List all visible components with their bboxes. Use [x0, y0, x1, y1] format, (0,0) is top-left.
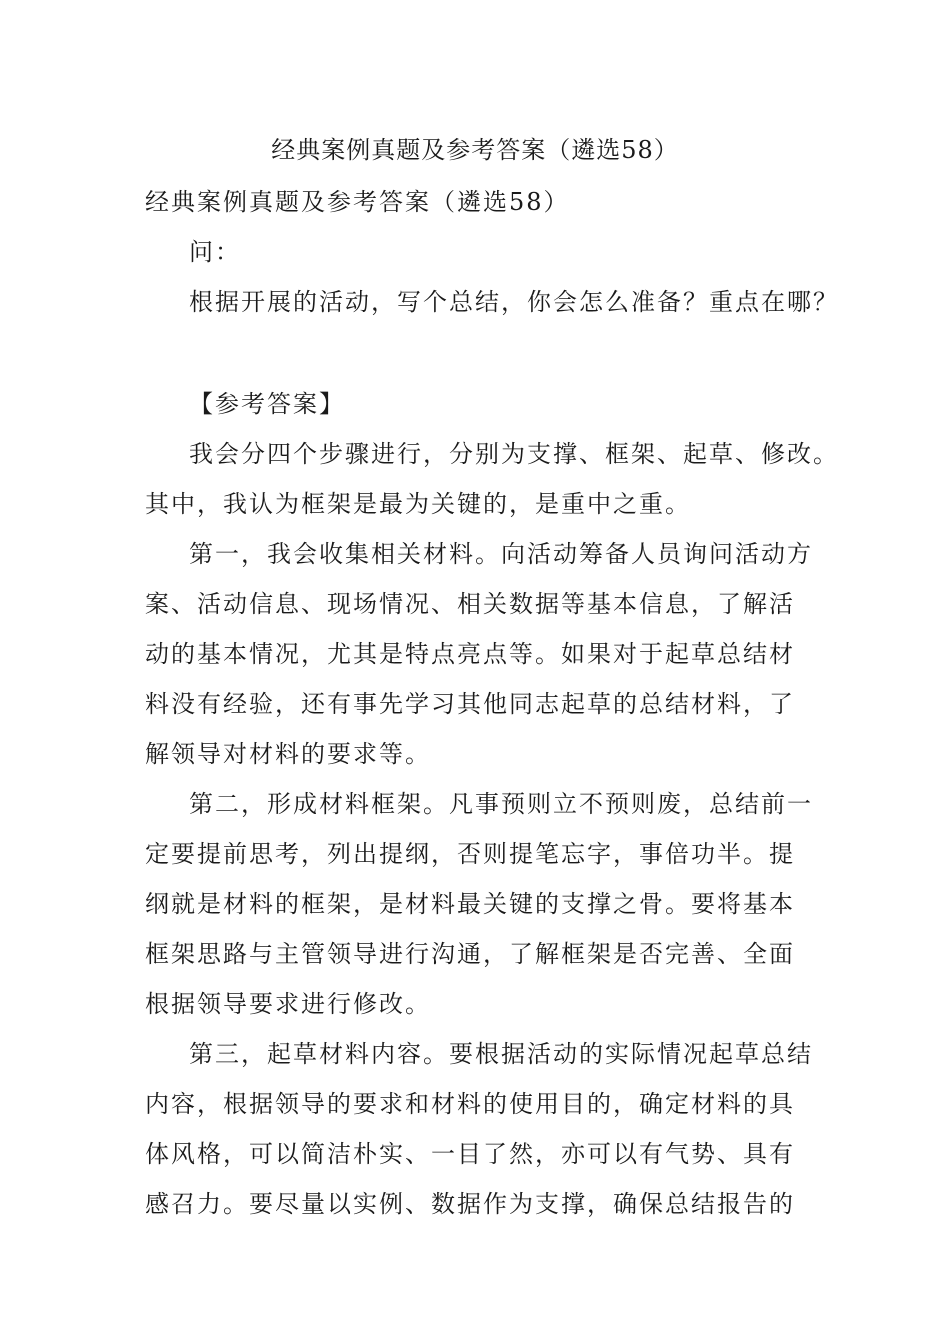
paragraph-line: 动的基本情况，尤其是特点亮点等。如果对于起草总结材 [145, 640, 795, 668]
paragraph-line: 其中，我认为框架是最为关键的，是重中之重。 [145, 490, 691, 518]
paragraph-line: 第二，形成材料框架。凡事预则立不预则废，总结前一 [189, 790, 813, 818]
question-label: 问： [189, 238, 241, 266]
paragraph-line: 案、活动信息、现场情况、相关数据等基本信息，了解活 [145, 590, 795, 618]
paragraph-line: 解领导对材料的要求等。 [145, 740, 431, 768]
document-body [145, 177, 839, 1229]
paragraph-line: 根据领导要求进行修改。 [145, 990, 431, 1018]
paragraph-line: 内容，根据领导的要求和材料的使用目的，确定材料的具 [145, 1090, 795, 1118]
document-title: 经典案例真题及参考答案（遴选58） [271, 136, 679, 164]
question-text: 根据开展的活动，写个总结，你会怎么准备？重点在哪？ [189, 288, 839, 316]
paragraph-line: 料没有经验，还有事先学习其他同志起草的总结材料，了 [145, 690, 795, 718]
paragraph-line: 第一，我会收集相关材料。向活动筹备人员询问活动方 [189, 540, 813, 568]
paragraph-line: 框架思路与主管领导进行沟通，了解框架是否完善、全面 [145, 940, 795, 968]
paragraph-line: 我会分四个步骤进行，分别为支撑、框架、起草、修改。 [189, 440, 839, 468]
paragraph-line: 体风格，可以简洁朴实、一目了然，亦可以有气势、具有 [145, 1140, 795, 1168]
document-subtitle: 经典案例真题及参考答案（遴选58） [145, 188, 570, 216]
paragraph-line: 感召力。要尽量以实例、数据作为支撑，确保总结报告的 [145, 1190, 795, 1218]
paragraph-line: 定要提前思考，列出提纲，否则提笔忘字，事倍功半。提 [145, 840, 795, 868]
paragraph-line: 纲就是材料的框架，是材料最关键的支撑之骨。要将基本 [145, 890, 795, 918]
answer-header: 【参考答案】 [189, 390, 345, 418]
paragraph-line: 第三，起草材料内容。要根据活动的实际情况起草总结 [189, 1040, 813, 1068]
